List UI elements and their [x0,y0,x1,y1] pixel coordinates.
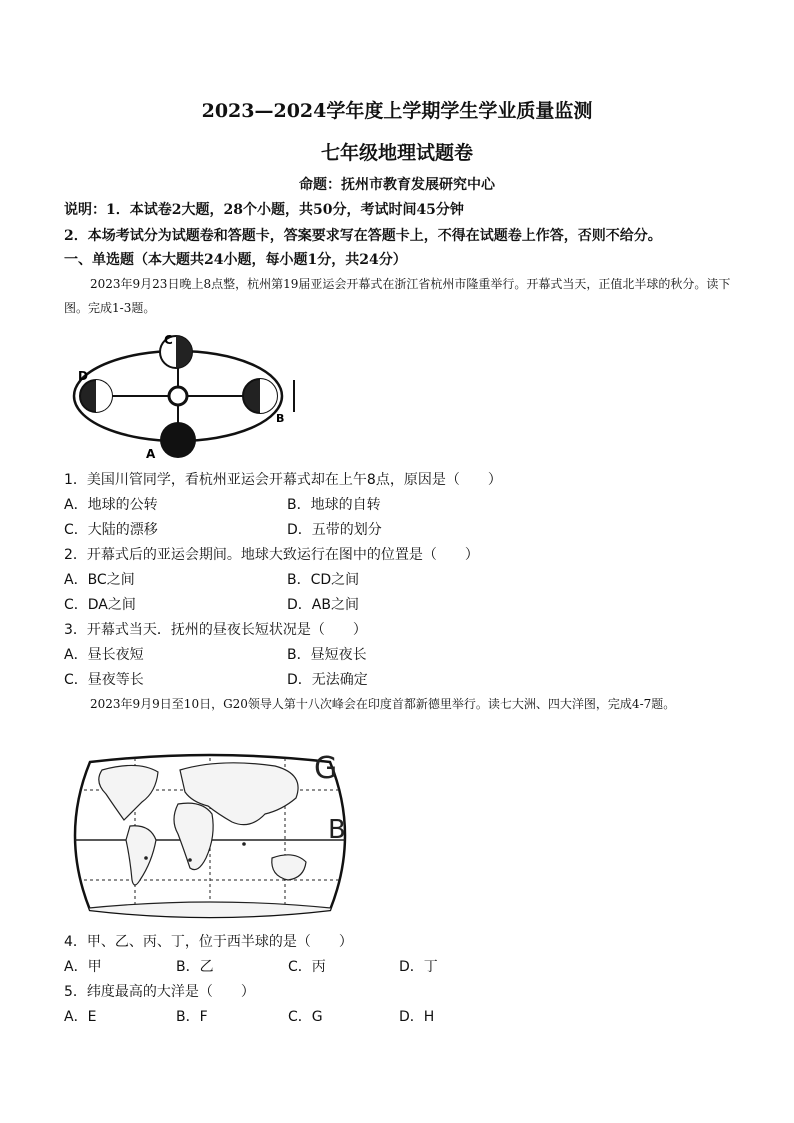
question-5-stem: 5．纬度最高的大洋是（ ） [64,984,255,1000]
exam-author: 命题：抚州市教育发展研究中心 [299,177,495,193]
section-heading-single-choice: 一、单选题（本大题共24小题，每小题1分，共24分） [64,252,407,268]
question-3-option-d: D．无法确定 [287,672,368,688]
question-3-option-c: C．昼夜等长 [64,672,144,688]
question-2-option-c: C．DA之间 [64,597,136,613]
question-3-option-a: A．昼长夜短 [64,647,144,663]
intro-paragraph-2: 2023年9月9日至10日，G20领导人第十八次峰会在印度首都新德里举行。读七大洲、四大洋图，完成4-7题。 [90,697,676,711]
sun-icon [169,387,187,405]
question-3-stem: 3．开幕式当天．抚州的昼夜长短状况是（ ） [64,622,367,638]
question-1-stem: 1．美国川管同学，看杭州亚运会开幕式却在上午8点，原因是（ ） [64,472,502,488]
question-5-option-a: A．E [64,1009,97,1025]
map-label-b: B [328,815,346,845]
exam-title: 2023—2024学年度上学期学生学业质量监测 [201,100,593,122]
question-4-option-c: C．丙 [288,959,326,975]
question-1-option-b: B．地球的自转 [287,497,381,513]
question-3-option-b: B．昼短夜长 [287,647,367,663]
earth-position-a [160,422,196,458]
instruction-line-2: 2．本场考试分为试题卷和答题卡，答案要求写在答题卡上，不得在试题卷上作答，否则不给分。 [64,228,662,244]
orbit-label-a: A [146,447,156,460]
orbit-label-c: C [164,333,173,347]
question-5-option-b: B．F [176,1009,208,1025]
question-5-option-c: C．G [288,1009,323,1025]
question-5-option-d: D．H [399,1009,435,1025]
world-map [60,740,360,930]
intro-paragraph-1: 2023年9月23日晚上8点整，杭州第19届亚运会开幕式在浙江省杭州市隆重举行。开幕式当天，正值北半球的秋分。读下图。完成1-3题。 [64,277,731,315]
question-2-stem: 2．开幕式后的亚运会期间。地球大致运行在图中的位置是（ ） [64,547,479,563]
question-2-option-b: B．CD之间 [287,572,360,588]
map-label-g: G [314,751,338,786]
question-1-option-c: C．大陆的漂移 [64,522,158,538]
orbit-label-d: D [78,369,88,383]
question-2-option-d: D．AB之间 [287,597,359,613]
instruction-line-1: 说明：1．本试卷2大题，28个小题，共50分，考试时间45分钟 [64,202,464,218]
question-1-option-a: A．地球的公转 [64,497,158,513]
orbit-label-b: B [276,412,285,425]
question-4-option-d: D．丁 [399,959,438,975]
question-4-option-a: A．甲 [64,959,102,975]
exam-subtitle: 七年级地理试题卷 [320,142,473,164]
question-1-option-d: D．五带的划分 [287,522,382,538]
question-2-option-a: A．BC之间 [64,572,135,588]
question-4-option-b: B．乙 [176,959,214,975]
earth-orbit-diagram [64,330,314,460]
question-4-stem: 4．甲、乙、丙、丁，位于西半球的是（ ） [64,934,353,950]
